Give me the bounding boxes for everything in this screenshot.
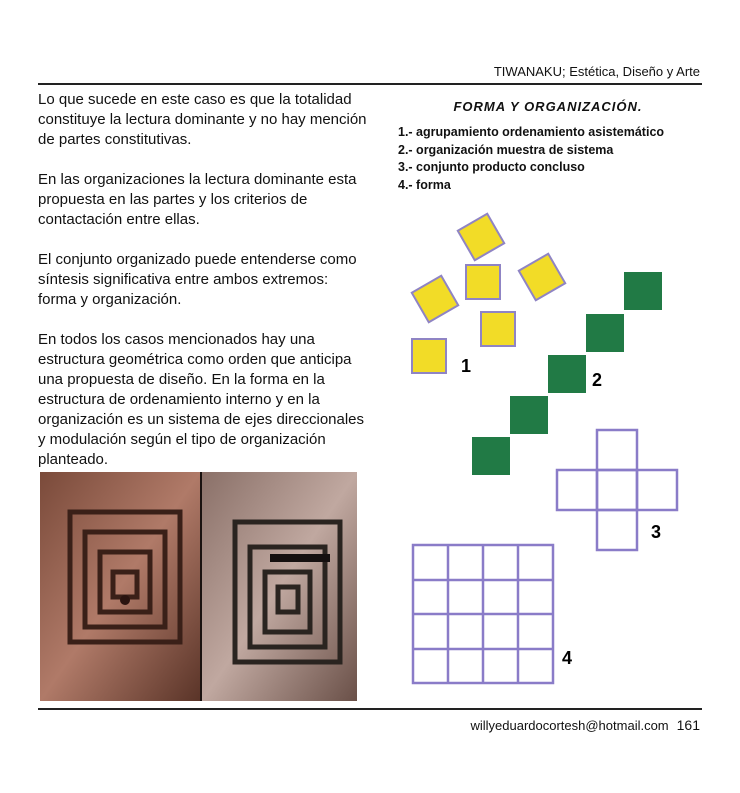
yellow-square (519, 254, 565, 300)
figure-heading: FORMA Y ORGANIZACIÓN. (453, 99, 643, 114)
header-rule (38, 83, 702, 85)
organization-diagram (398, 205, 708, 700)
green-square (472, 437, 510, 475)
paragraph-1: Lo que sucede en este caso es que la totalidad constituye la lectura dominante y no hay mención de partes constitutivas. (38, 91, 367, 148)
footer (470, 717, 700, 733)
label-3: 3 (651, 522, 662, 542)
green-square (624, 272, 662, 310)
legend-item-3: 3.- conjunto producto concluso (398, 160, 585, 174)
label-1: 1 (461, 356, 472, 376)
paragraph-3: El conjunto organizado puede entenderse como síntesis significativa entre ambos extremos: forma y organización. (38, 251, 357, 308)
running-title: TIWANAKU; Estética, Diseño y Arte (493, 64, 700, 79)
label-4: 4 (562, 648, 573, 668)
group-4-form (413, 545, 553, 683)
page-number: 161 (676, 717, 700, 733)
yellow-square (458, 214, 504, 260)
green-square (548, 355, 586, 393)
group-2-system (472, 272, 662, 475)
green-square (586, 314, 624, 352)
yellow-square (466, 265, 500, 299)
label-2: 2 (592, 370, 603, 390)
paragraph-4: En todos los casos mencionados hay una estructura geométrica como orden que anticipa una propuesta de diseño. En la forma en la estructura de ordenamiento interno y en la organización es un sistema de ejes direccionales y modulación según el tipo de organización planteado. (38, 331, 365, 468)
legend-item-4: 4.- forma (398, 177, 451, 192)
body-text (38, 90, 368, 490)
yellow-square (481, 312, 515, 346)
figure-legend (398, 124, 664, 194)
green-square (510, 396, 548, 434)
author-email[interactable]: willyeduardocortesh@hotmail.com (470, 718, 669, 733)
yellow-square (412, 276, 458, 322)
carved-stone-photo (40, 472, 357, 701)
yellow-square (412, 339, 446, 373)
group-1-asystematic (412, 214, 565, 373)
legend-item-1: 1.- agrupamiento ordenamiento asistemático (398, 125, 665, 139)
footer-rule (38, 708, 702, 710)
legend-item-2: 2.- organización muestra de sistema (398, 142, 614, 157)
paragraph-2: En las organizaciones la lectura dominante esta propuesta en las partes y los criterios de contactación entre ellas. (38, 171, 357, 228)
